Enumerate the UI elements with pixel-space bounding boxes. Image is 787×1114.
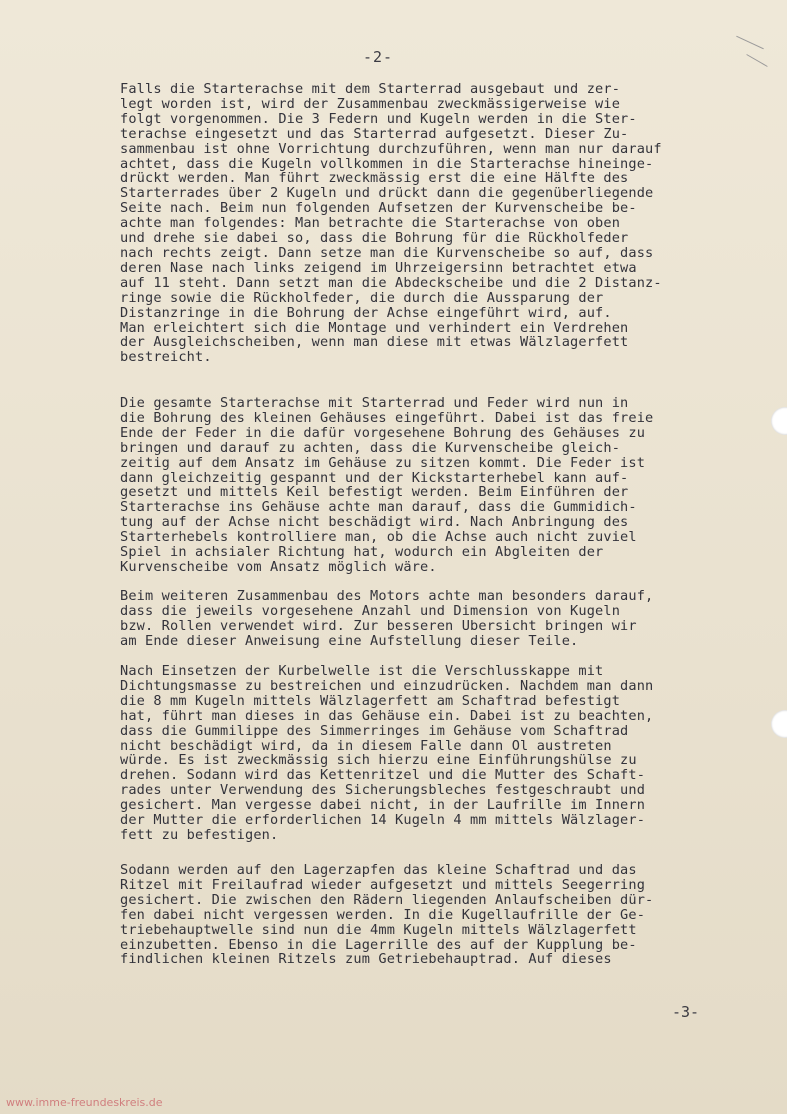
text-line: und drehe sie dabei so, dass die Bohrung für die Rückholfeder (120, 231, 629, 246)
paragraph-motor-assembly (120, 589, 768, 649)
text-line: Spiel in achsialer Richtung hat, wodurch ein Abgleiten der (120, 545, 604, 560)
text-line: gesetzt und mittels Keil befestigt werden. Beim Einführen der (120, 485, 629, 501)
text-line: deren Nase nach links zeigend im Uhrzeigersinn betrachtet etwa (120, 260, 637, 276)
text-line: Starterachse ins Gehäuse achte man darauf, dass die Gummidich- (120, 500, 637, 516)
text-line: gesichert. Man vergesse dabei nicht, in der Laufrille im Innern (120, 798, 646, 814)
text-line: ringe sowie die Rückholfeder, die durch die Aussparung der (120, 290, 604, 306)
punch-hole (771, 710, 787, 738)
text-line: die Bohrung des kleinen Gehäuses eingeführt. Dabei ist das freie (120, 410, 654, 426)
text-line: Falls die Starterachse mit dem Starterrad ausgebaut und zer- (120, 82, 621, 97)
text-line: fen dabei nicht vergessen werden. In die Kugellaufrille der Ge- (120, 907, 646, 923)
text-line: Dichtungsmasse zu bestreichen und einzudrücken. Nachdem man dann (120, 678, 654, 694)
text-line: hat, führt man dieses in das Gehäuse ein. Dabei ist zu beachten, (120, 708, 654, 724)
punch-hole (771, 407, 787, 435)
text-line: Sodann werden auf den Lagerzapfen das kleine Schaftrad und das (120, 863, 637, 878)
text-line: triebehauptwelle sind nun die 4mm Kugeln mittels Wälzlagerfett (120, 922, 637, 938)
text-line: sammenbau ist ohne Vorrichtung durchzuführen, wenn man nur darauf (120, 141, 662, 157)
text-line: der Mutter die erforderlichen 14 Kugeln 4 mm mittels Wälzlager- (120, 813, 646, 828)
text-line: bringen und darauf zu achten, dass die Kurvenscheibe gleich- (120, 440, 621, 456)
text-line: der Ausgleichscheiben, wenn man diese mit etwas Wälzlagerfett (120, 335, 629, 351)
text-line: achtet, dass die Kugeln vollkommen in die Starterachse hineinge- (120, 156, 654, 172)
fold-mark (746, 54, 767, 67)
text-line: nach rechts zeigt. Dann setze man die Kurvenscheibe so auf, dass (120, 245, 654, 261)
text-line: legt worden ist, wird der Zusammenbau zweckmässigerweise wie (120, 96, 621, 112)
text-line: terachse eingesetzt und das Starterrad aufgesetzt. Dieser Zu- (120, 126, 629, 142)
text-line: Starterrades über 2 Kugeln und drückt dann die gegenüberliegende (120, 186, 654, 202)
text-line: zeitig auf dem Ansatz im Gehäuse zu sitzen kommt. Die Feder ist (120, 455, 646, 471)
text-line: Ende der Feder in die dafür vorgesehene Bohrung des Gehäuses zu (120, 425, 646, 441)
text-line: Die gesamte Starterachse mit Starterrad und Feder wird nun in (120, 396, 629, 411)
text-line: dann gleichzeitig gespannt und der Kickstarterhebel kann auf- (120, 470, 629, 486)
text-line: drehen. Sodann wird das Kettenritzel und die Mutter des Schaft- (120, 768, 646, 784)
text-line: fett zu befestigen. (120, 827, 279, 843)
text-line: bzw. Rollen verwendet wird. Zur besseren Übersicht bringen wir (120, 618, 637, 634)
paragraph-starter-insertion (120, 396, 768, 575)
page-number: -2- (363, 48, 394, 66)
next-page-marker: -3- (672, 1003, 700, 1021)
text-line: Seite nach. Beim nun folgenden Aufsetzen der Kurvenscheibe be- (120, 201, 637, 217)
text-line: nicht beschädigt wird, da in diesem Falle dann Öl austreten (120, 738, 612, 754)
text-line: Ritzel mit Freilaufrad wieder aufgesetzt und mittels Seegerring (120, 877, 646, 893)
paragraph-crankshaft (120, 664, 768, 843)
text-line: tung auf der Achse nicht beschädigt wird. Nach Anbringung des (120, 515, 629, 531)
text-line: gesichert. Die zwischen den Rädern liegenden Anlaufscheiben dür- (120, 892, 654, 908)
text-line: würde. Es ist zweckmässig sich hierzu eine Einführungshülse zu (120, 753, 637, 769)
text-line: die 8 mm Kugeln mittels Wälzlagerfett am Schaftrad befestigt (120, 693, 621, 709)
text-line: folgt vorgenommen. Die 3 Federn und Kugeln werden in die Ster- (120, 111, 637, 127)
text-line: dass die jeweils vorgesehene Anzahl und Dimension von Kugeln (120, 603, 621, 619)
text-line: einzubetten. Ebenso in die Lagerrille des auf der Kupplung be- (120, 937, 637, 953)
text-line: rades unter Verwendung des Sicherungsbleches festgeschraubt und (120, 783, 646, 799)
paragraph-starter-assembly (120, 82, 768, 365)
text-line: auf 11 steht. Dann setzt man die Abdeckscheibe und die 2 Distanz- (120, 275, 662, 291)
text-line: drückt werden. Man führt zweckmässig erst die eine Hälfte des (120, 171, 629, 187)
text-line: am Ende dieser Anweisung eine Aufstellung dieser Teile. (120, 633, 579, 649)
text-line: Distanzringe in die Bohrung der Achse eingeführt wird, auf. (120, 305, 612, 321)
text-line: Beim weiteren Zusammenbau des Motors achte man besonders darauf, (120, 589, 654, 604)
text-line: achte man folgendes: Man betrachte die Starterachse von oben (120, 216, 621, 232)
paragraph-gear-assembly (120, 863, 768, 967)
text-line: Nach Einsetzen der Kurbelwelle ist die Verschlusskappe mit (120, 664, 604, 679)
text-line: Kurvenscheibe vom Ansatz möglich wäre. (120, 559, 437, 575)
text-line: findlichen kleinen Ritzels zum Getriebehauptrad. Auf dieses (120, 952, 612, 968)
text-line: bestreicht. (120, 350, 212, 366)
text-line: Starterhebels kontrolliere man, ob die Achse auch nicht zuviel (120, 530, 637, 546)
text-line: Man erleichtert sich die Montage und verhindert ein Verdrehen (120, 320, 629, 336)
text-line: dass die Gummilippe des Simmerringes im Gehäuse vom Schaftrad (120, 723, 629, 739)
fold-mark (736, 36, 764, 50)
watermark-url: www.imme-freundeskreis.de (6, 1096, 163, 1109)
